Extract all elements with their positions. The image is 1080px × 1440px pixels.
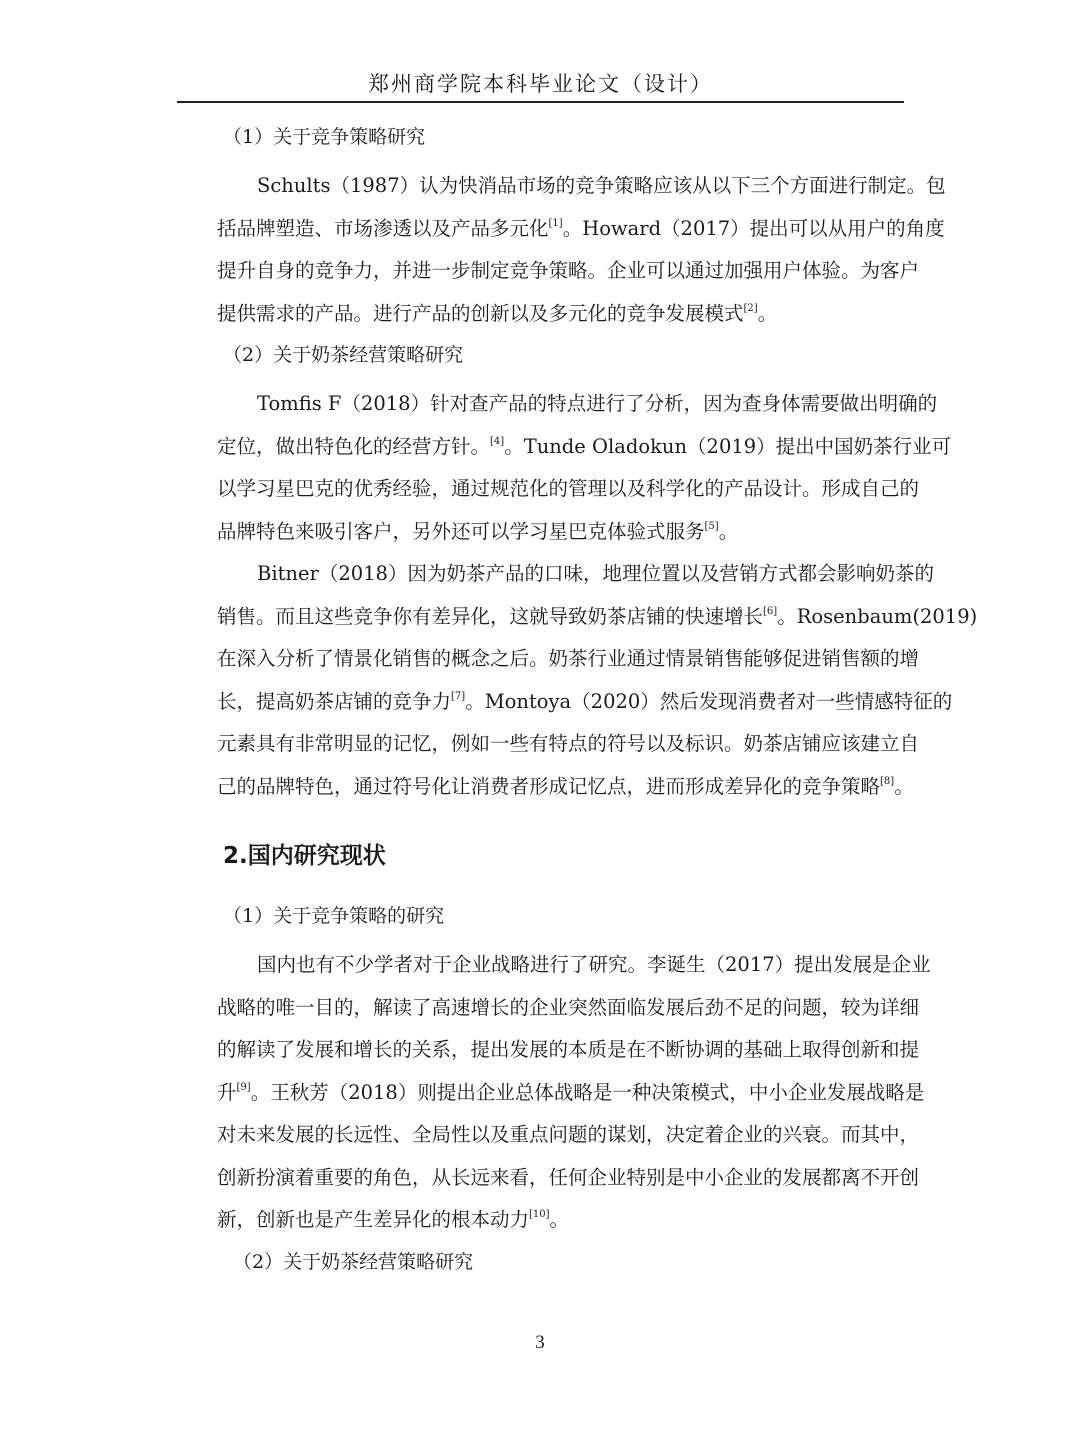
citation-ref: [4] — [490, 435, 505, 447]
citation-ref: [1] — [548, 217, 563, 229]
citation-ref: [8] — [880, 775, 895, 787]
text-line: 的解读了发展和增长的关系，提出发展的本质是在不断协调的基础上取得创新和提 — [217, 1038, 920, 1061]
text-line: Tomfis F（2018）针对查产品的特点进行了分析，因为查身体需要做出明确的 — [257, 392, 938, 415]
subheading-domestic-milktea: （2）关于奶茶经营策略研究 — [233, 1250, 474, 1273]
citation-ref: [2] — [743, 302, 758, 314]
text-line: 提供需求的产品。进行产品的创新以及多元化的竞争发展模式[2]。 — [217, 301, 778, 325]
text-line: 元素具有非常明显的记忆，例如一些有特点的符号以及标识。奶茶店铺应该建立自 — [217, 732, 920, 755]
subheading-foreign-milktea: （2）关于奶茶经营策略研究 — [223, 344, 464, 366]
paragraph-domestic-competition — [177, 944, 931, 1242]
text-line: 长，提高奶茶店铺的竞争力[7]。Montoya（2020）然后发现消费者对一些情感特征的 — [217, 689, 953, 713]
text-line: 战略的唯一目的，解读了高速增长的企业突然面临发展后劲不足的问题，较为详细 — [217, 995, 920, 1019]
text-line: 对未来发展的长远性、全局性以及重点问题的谋划，决定着企业的兴衰。而其中， — [217, 1123, 920, 1146]
text-line: Bitner（2018）因为奶茶产品的口味，地理位置以及营销方式都会影响奶茶的 — [257, 562, 934, 585]
paragraph-foreign-milktea-1 — [177, 383, 952, 553]
subheading-foreign-competition: （1）关于竞争策略研究 — [223, 126, 426, 148]
text-line: 定位，做出特色化的经营方针。[4]。Tunde Oladokun（2019）提出中国奶茶行业可 — [217, 434, 952, 458]
section-title-domestic: 2.国内研究现状 — [223, 843, 386, 869]
page-number: 3 — [535, 1332, 545, 1353]
text-line: 升[9]。王秋芳（2018）则提出企业总体战略是一种决策模式，中小企业发展战略是 — [217, 1080, 925, 1104]
text-line: Schults（1987）认为快消品市场的竞争策略应该从以下三个方面进行制定。包 — [257, 174, 946, 197]
paragraph-foreign-milktea-2 — [177, 553, 978, 808]
text-line: 销售。而且这些竞争你有差异化，这就导致奶茶店铺的快速增长[6]。Rosenbaum(2019) — [217, 604, 978, 628]
citation-ref: [10] — [529, 1209, 550, 1220]
citation-ref: [6] — [763, 605, 778, 617]
paragraph-foreign-competition — [177, 165, 946, 335]
text-line: 提升自身的竞争力，并进一步制定竞争策略。企业可以通过加强用户体验。为客户 — [217, 259, 920, 282]
text-line: 在深入分析了情景化销售的概念之后。奶茶行业通过情景销售能够促进销售额的增 — [217, 647, 920, 670]
citation-ref: [7] — [451, 690, 466, 702]
text-line: 己的品牌特色，通过符号化让消费者形成记忆点，进而形成差异化的竞争策略[8]。 — [217, 774, 914, 798]
text-line: 新，创新也是产生差异化的根本动力[10]。 — [217, 1208, 570, 1231]
page-header-title: 郑州商学院本科毕业论文（设计） — [368, 72, 713, 96]
header-rule — [177, 101, 904, 103]
page-body — [177, 123, 978, 1290]
citation-ref: [9] — [236, 1081, 251, 1093]
text-line: 国内也有不少学者对于企业战略进行了研究。李诞生（2017）提出发展是企业 — [257, 953, 931, 976]
text-line: 品牌特色来吸引客户，另外还可以学习星巴克体验式服务[5]。 — [217, 519, 739, 543]
subheading-domestic-competition: （1）关于竞争策略的研究 — [223, 905, 445, 927]
text-line: 创新扮演着重要的角色，从长远来看，任何企业特别是中小企业的发展都离不开创 — [217, 1165, 920, 1189]
citation-ref: [5] — [704, 520, 719, 532]
text-line: 括品牌塑造、市场渗透以及产品多元化[1]。Howard（2017）提出可以从用户的角度 — [217, 216, 945, 240]
text-line: 以学习星巴克的优秀经验，通过规范化的管理以及科学化的产品设计。形成自己的 — [217, 477, 920, 500]
